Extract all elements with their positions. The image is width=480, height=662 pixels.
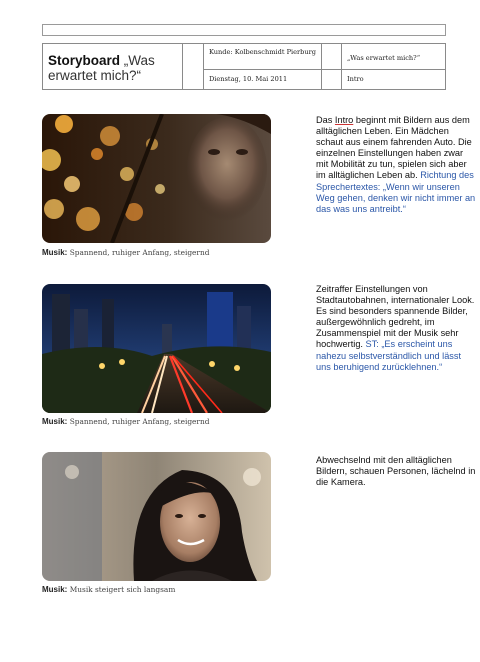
music-label: Musik: (42, 248, 68, 257)
header-hline (203, 69, 445, 70)
scene-2-image (42, 284, 271, 413)
desc-body: Abwechselnd mit den alltäglichen Bildern, schauen Personen, lächelnd in die Kamera. (316, 455, 476, 488)
scene-2-description (316, 284, 476, 373)
music-text: Musik steigert sich langsam (69, 585, 176, 594)
top-bar (42, 24, 446, 36)
storyboard-header (42, 43, 446, 90)
desc-speaker-text: ST: „Es erscheint uns nahezu selbstverständlich und lässt uns beruhigend zurücklehnen.“ (316, 339, 462, 372)
music-label: Musik: (42, 585, 68, 594)
music-text: Spannend, ruhiger Anfang, steigernd (69, 248, 210, 257)
scene-1-image (42, 114, 271, 243)
scene-2-music (42, 417, 209, 426)
header-divider (321, 44, 322, 89)
header-divider (203, 44, 204, 89)
client-label: Kunde: Kolbenschmidt Pierburg (209, 48, 317, 56)
film-title: „Was erwartet mich?“ (347, 54, 421, 62)
music-label: Musik: (42, 417, 68, 426)
desc-body: beginnt mit Bildern aus dem alltäglichen Leben. Ein Mädchen schaut aus einem fahrenden Auto. Die einzelnen Einstellungen haben zwar mit Mobilität zu tun, spielen sich aber im alltäglichen Leben ab. (316, 115, 472, 181)
desc-body: Zeitraffer Einstellungen von Stadtautobahnen, internationaler Look. Es sind besonders spannende Bilder, außergewöhnlich gedreht, im Zusammenspiel mit der Musik sehr hochwertig. (316, 284, 475, 350)
title-bold: Storyboard (48, 53, 121, 68)
scene-3-image (42, 452, 271, 581)
desc-lead: Das (316, 115, 333, 125)
header-divider (182, 44, 183, 89)
scene-3-music (42, 585, 175, 594)
header-divider (341, 44, 342, 89)
date-label: Dienstag, 10. Mai 2011 (209, 75, 288, 83)
scene-1-music (42, 248, 209, 257)
music-text: Spannend, ruhiger Anfang, steigernd (69, 417, 210, 426)
scene-1-description (316, 115, 476, 215)
section-label: Intro (347, 75, 364, 83)
desc-intro-word: Intro (334, 115, 354, 125)
page-title (48, 53, 198, 83)
desc-speaker-text: Richtung des Sprechertextes: „Wenn wir unseren Weg gehen, denken wir nicht immer an das was uns antreibt.“ (316, 170, 476, 214)
scene-3-description (316, 455, 476, 488)
title-rest: „Was erwartet mich?“ (48, 53, 155, 83)
